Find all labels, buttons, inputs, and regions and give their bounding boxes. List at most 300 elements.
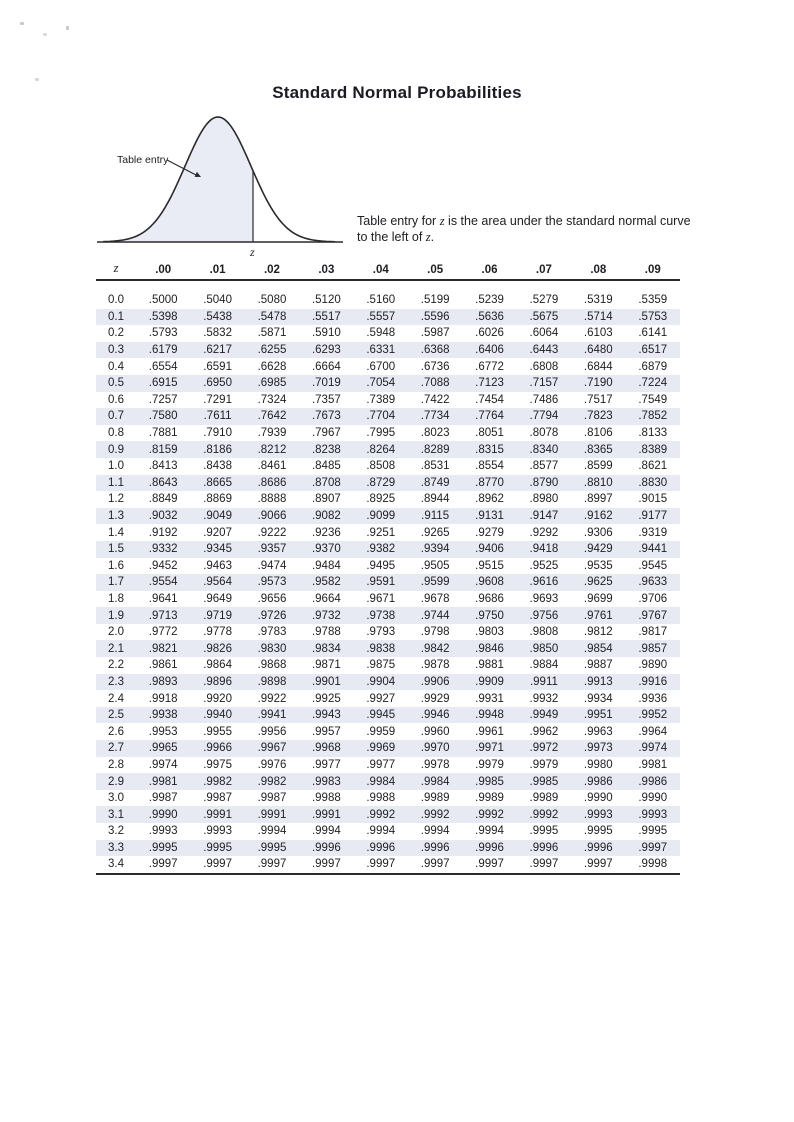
prob-cell: .7967 bbox=[311, 427, 341, 440]
prob-cell: .9962 bbox=[529, 725, 559, 738]
z-cell: 1.2 bbox=[108, 493, 124, 506]
table-row bbox=[96, 441, 680, 458]
prob-cell: .9936 bbox=[638, 692, 668, 705]
prob-cell: .8888 bbox=[257, 493, 287, 506]
column-header: .08 bbox=[571, 256, 625, 280]
prob-cell: .9981 bbox=[136, 773, 190, 790]
prob-cell: .6985 bbox=[245, 375, 299, 392]
prob-cell: .8729 bbox=[354, 475, 408, 492]
prob-cell: .9778 bbox=[203, 626, 232, 639]
prob-cell: .5478 bbox=[245, 309, 299, 326]
prob-cell: .9756 bbox=[517, 607, 571, 624]
prob-cell: .9989 bbox=[420, 792, 450, 805]
z-table-header-row bbox=[96, 256, 680, 280]
prob-cell: .9332 bbox=[136, 541, 190, 558]
table-row bbox=[96, 674, 680, 691]
prob-cell: .9463 bbox=[203, 559, 232, 572]
prob-cell: .9940 bbox=[190, 707, 244, 724]
scan-speck bbox=[35, 78, 39, 81]
prob-cell: .5793 bbox=[148, 327, 178, 340]
prob-cell: .6808 bbox=[529, 360, 559, 373]
prob-cell: .9973 bbox=[571, 740, 625, 757]
prob-cell: .9969 bbox=[354, 740, 408, 757]
scan-speck bbox=[43, 33, 47, 36]
prob-cell: .9965 bbox=[136, 740, 190, 757]
prob-cell: .8790 bbox=[517, 475, 571, 492]
z-cell: 3.3 bbox=[96, 840, 136, 857]
prob-cell: .5557 bbox=[354, 309, 408, 326]
prob-cell: .9608 bbox=[462, 574, 516, 591]
prob-cell: .6480 bbox=[571, 342, 625, 359]
prob-cell: .9996 bbox=[299, 840, 353, 857]
prob-cell: .9535 bbox=[583, 559, 613, 572]
prob-cell: .9678 bbox=[420, 592, 450, 605]
z-cell: 1.6 bbox=[108, 559, 124, 572]
column-header: .09 bbox=[626, 256, 680, 280]
prob-cell: .7190 bbox=[571, 375, 625, 392]
scan-speck bbox=[66, 26, 69, 30]
prob-cell: .7642 bbox=[245, 408, 299, 425]
prob-cell: .9857 bbox=[626, 640, 680, 657]
prob-cell: .9738 bbox=[354, 607, 408, 624]
prob-cell: .9664 bbox=[311, 592, 341, 605]
prob-cell: .9961 bbox=[475, 725, 504, 738]
prob-cell: .9842 bbox=[408, 640, 462, 657]
prob-cell: .9177 bbox=[626, 508, 680, 525]
table-row bbox=[96, 790, 680, 807]
column-header: .06 bbox=[462, 256, 516, 280]
prob-cell: .7019 bbox=[299, 375, 353, 392]
prob-cell: .8749 bbox=[408, 475, 462, 492]
prob-cell: .7611 bbox=[190, 408, 244, 425]
prob-cell: .9997 bbox=[245, 856, 299, 874]
prob-cell: .9887 bbox=[583, 659, 613, 672]
prob-cell: .9991 bbox=[299, 806, 353, 823]
prob-cell: .5160 bbox=[366, 294, 396, 307]
prob-cell: .9997 bbox=[136, 856, 190, 874]
prob-cell: .9671 bbox=[366, 592, 396, 605]
z-cell: 1.3 bbox=[96, 508, 136, 525]
prob-cell: .9370 bbox=[299, 541, 353, 558]
prob-cell: .6628 bbox=[257, 360, 287, 373]
table-row bbox=[96, 607, 680, 624]
prob-cell: .5517 bbox=[299, 309, 353, 326]
prob-cell: .5948 bbox=[366, 327, 396, 340]
prob-cell: .9979 bbox=[475, 758, 504, 771]
prob-cell: .5000 bbox=[148, 294, 178, 307]
z-cell: 1.8 bbox=[108, 592, 124, 605]
prob-cell: .9015 bbox=[638, 493, 668, 506]
prob-cell: .8849 bbox=[148, 493, 178, 506]
prob-cell: .7257 bbox=[148, 393, 178, 406]
prob-cell: .7881 bbox=[148, 427, 178, 440]
prob-cell: .8770 bbox=[462, 475, 516, 492]
prob-cell: .9990 bbox=[638, 792, 668, 805]
prob-cell: .7422 bbox=[420, 393, 450, 406]
prob-cell: .9803 bbox=[475, 626, 504, 639]
table-row bbox=[96, 757, 680, 774]
prob-cell: .8577 bbox=[529, 460, 559, 473]
prob-cell: .9922 bbox=[257, 692, 287, 705]
prob-cell: .9525 bbox=[529, 559, 559, 572]
prob-cell: .9998 bbox=[626, 856, 680, 874]
prob-cell: .9949 bbox=[517, 707, 571, 724]
prob-cell: .9854 bbox=[571, 640, 625, 657]
prob-cell: .9997 bbox=[626, 840, 680, 857]
prob-cell: .6293 bbox=[299, 342, 353, 359]
prob-cell: .9948 bbox=[462, 707, 516, 724]
table-entry-label: Table entry bbox=[117, 154, 169, 166]
prob-cell: .9976 bbox=[257, 758, 287, 771]
prob-cell: .5871 bbox=[257, 327, 287, 340]
prob-cell: .9993 bbox=[626, 806, 680, 823]
prob-cell: .7939 bbox=[257, 427, 287, 440]
prob-cell: .5040 bbox=[203, 294, 232, 307]
z-cell: 0.9 bbox=[96, 441, 136, 458]
normal-curve-figure bbox=[95, 105, 345, 260]
prob-cell: .9946 bbox=[408, 707, 462, 724]
prob-cell: .5359 bbox=[638, 294, 668, 307]
column-header: .04 bbox=[354, 256, 408, 280]
prob-cell: .9977 bbox=[311, 758, 341, 771]
z-cell: 1.4 bbox=[108, 526, 124, 539]
table-row bbox=[96, 325, 680, 342]
table-row bbox=[96, 358, 680, 375]
prob-cell: .9871 bbox=[311, 659, 341, 672]
prob-cell: .8869 bbox=[203, 493, 232, 506]
prob-cell: .9987 bbox=[148, 792, 178, 805]
z-table bbox=[96, 256, 680, 875]
prob-cell: .9406 bbox=[462, 541, 516, 558]
prob-cell: .9959 bbox=[366, 725, 396, 738]
prob-cell: .8365 bbox=[571, 441, 625, 458]
prob-cell: .9808 bbox=[529, 626, 559, 639]
prob-cell: .9934 bbox=[583, 692, 613, 705]
prob-cell: .5753 bbox=[626, 309, 680, 326]
prob-cell: .9850 bbox=[517, 640, 571, 657]
prob-cell: .9706 bbox=[638, 592, 668, 605]
z-cell: 3.0 bbox=[108, 792, 124, 805]
prob-cell: .9898 bbox=[245, 674, 299, 691]
prob-cell: .9099 bbox=[354, 508, 408, 525]
prob-cell: .9964 bbox=[638, 725, 668, 738]
z-cell: 0.0 bbox=[108, 294, 124, 307]
z-cell: 2.6 bbox=[108, 725, 124, 738]
prob-cell: .8315 bbox=[462, 441, 516, 458]
table-row bbox=[96, 475, 680, 492]
prob-cell: .9049 bbox=[190, 508, 244, 525]
prob-cell: .9251 bbox=[366, 526, 396, 539]
table-row bbox=[96, 823, 680, 840]
prob-cell: .9991 bbox=[190, 806, 244, 823]
prob-cell: .8830 bbox=[626, 475, 680, 492]
prob-cell: .9986 bbox=[626, 773, 680, 790]
table-row bbox=[96, 558, 680, 575]
prob-cell: .9988 bbox=[366, 792, 396, 805]
prob-cell: .9966 bbox=[190, 740, 244, 757]
prob-cell: .6443 bbox=[517, 342, 571, 359]
prob-cell: .9834 bbox=[299, 640, 353, 657]
prob-cell: .6368 bbox=[408, 342, 462, 359]
z-cell: 0.1 bbox=[96, 309, 136, 326]
prob-cell: .9861 bbox=[148, 659, 178, 672]
prob-cell: .9868 bbox=[257, 659, 287, 672]
table-row bbox=[96, 508, 680, 525]
prob-cell: .9941 bbox=[245, 707, 299, 724]
prob-cell: .9992 bbox=[462, 806, 516, 823]
prob-cell: .9997 bbox=[354, 856, 408, 874]
prob-cell: .8708 bbox=[299, 475, 353, 492]
prob-cell: .9881 bbox=[475, 659, 504, 672]
prob-cell: .9993 bbox=[148, 825, 178, 838]
table-row bbox=[96, 806, 680, 823]
z-cell: 2.9 bbox=[96, 773, 136, 790]
prob-cell: .8810 bbox=[571, 475, 625, 492]
prob-cell: .7123 bbox=[462, 375, 516, 392]
prob-cell: .9995 bbox=[529, 825, 559, 838]
prob-cell: .7549 bbox=[638, 393, 668, 406]
prob-cell: .5398 bbox=[136, 309, 190, 326]
prob-cell: .9977 bbox=[366, 758, 396, 771]
prob-cell: .9893 bbox=[136, 674, 190, 691]
prob-cell: .9994 bbox=[311, 825, 341, 838]
z-cell: 3.1 bbox=[96, 806, 136, 823]
z-cell: 0.4 bbox=[108, 360, 124, 373]
page-title: Standard Normal Probabilities bbox=[272, 83, 522, 102]
prob-cell: .9993 bbox=[571, 806, 625, 823]
prob-cell: .9394 bbox=[408, 541, 462, 558]
prob-cell: .9997 bbox=[462, 856, 516, 874]
prob-cell: .9986 bbox=[571, 773, 625, 790]
prob-cell: .9545 bbox=[638, 559, 668, 572]
prob-cell: .9916 bbox=[626, 674, 680, 691]
prob-cell: .9981 bbox=[638, 758, 668, 771]
caption-text: to the left of bbox=[357, 229, 426, 244]
prob-cell: .5239 bbox=[475, 294, 504, 307]
prob-cell: .9744 bbox=[408, 607, 462, 624]
prob-cell: .9992 bbox=[354, 806, 408, 823]
prob-cell: .8531 bbox=[420, 460, 450, 473]
prob-cell: .9082 bbox=[299, 508, 353, 525]
prob-cell: .9573 bbox=[245, 574, 299, 591]
table-row bbox=[96, 723, 680, 740]
z-cell: 2.3 bbox=[96, 674, 136, 691]
prob-cell: .9974 bbox=[626, 740, 680, 757]
prob-cell: .6664 bbox=[311, 360, 341, 373]
prob-cell: .9719 bbox=[190, 607, 244, 624]
prob-cell: .9972 bbox=[517, 740, 571, 757]
prob-cell: .9996 bbox=[354, 840, 408, 857]
z-cell: 2.2 bbox=[108, 659, 124, 672]
prob-cell: .9989 bbox=[475, 792, 504, 805]
prob-cell: .9931 bbox=[475, 692, 504, 705]
prob-cell: .9713 bbox=[136, 607, 190, 624]
prob-cell: .9826 bbox=[190, 640, 244, 657]
prob-cell: .7823 bbox=[571, 408, 625, 425]
prob-cell: .8980 bbox=[529, 493, 559, 506]
prob-cell: .9222 bbox=[257, 526, 287, 539]
prob-cell: .6591 bbox=[203, 360, 232, 373]
prob-cell: .9975 bbox=[203, 758, 232, 771]
prob-cell: .8186 bbox=[190, 441, 244, 458]
prob-cell: .9995 bbox=[638, 825, 668, 838]
prob-cell: .8023 bbox=[420, 427, 450, 440]
prob-cell: .9970 bbox=[408, 740, 462, 757]
prob-cell: .9987 bbox=[203, 792, 232, 805]
prob-cell: .9066 bbox=[245, 508, 299, 525]
prob-cell: .9997 bbox=[190, 856, 244, 874]
column-header: .01 bbox=[190, 256, 244, 280]
prob-cell: .8485 bbox=[311, 460, 341, 473]
z-cell: 0.8 bbox=[108, 427, 124, 440]
prob-cell: .5438 bbox=[190, 309, 244, 326]
prob-cell: .9925 bbox=[311, 692, 341, 705]
prob-cell: .9906 bbox=[408, 674, 462, 691]
prob-cell: .6331 bbox=[354, 342, 408, 359]
prob-cell: .9955 bbox=[203, 725, 232, 738]
prob-cell: .9641 bbox=[148, 592, 178, 605]
prob-cell: .9693 bbox=[529, 592, 559, 605]
prob-cell: .9484 bbox=[311, 559, 341, 572]
table-row bbox=[96, 740, 680, 757]
prob-cell: .8212 bbox=[245, 441, 299, 458]
prob-cell: .8238 bbox=[299, 441, 353, 458]
prob-cell: .9599 bbox=[408, 574, 462, 591]
caption-text: is the area under the standard normal curve bbox=[444, 214, 691, 228]
prob-cell: .7852 bbox=[626, 408, 680, 425]
prob-cell: .9793 bbox=[366, 626, 396, 639]
prob-cell: .6700 bbox=[366, 360, 396, 373]
prob-cell: .9505 bbox=[420, 559, 450, 572]
prob-cell: .9993 bbox=[203, 825, 232, 838]
prob-cell: .9429 bbox=[571, 541, 625, 558]
prob-cell: .9798 bbox=[420, 626, 450, 639]
z-cell: 3.2 bbox=[108, 825, 124, 838]
z-cell: 2.0 bbox=[108, 626, 124, 639]
prob-cell: .9452 bbox=[148, 559, 178, 572]
prob-cell: .8621 bbox=[638, 460, 668, 473]
prob-cell: .8962 bbox=[475, 493, 504, 506]
prob-cell: .7157 bbox=[517, 375, 571, 392]
table-row bbox=[96, 640, 680, 657]
prob-cell: .9995 bbox=[245, 840, 299, 857]
z-axis-label: z bbox=[250, 245, 255, 259]
prob-cell: .9207 bbox=[203, 526, 232, 539]
prob-cell: .9938 bbox=[136, 707, 190, 724]
column-header: .03 bbox=[299, 256, 353, 280]
prob-cell: .9920 bbox=[203, 692, 232, 705]
prob-cell: .6772 bbox=[475, 360, 504, 373]
prob-cell: .7704 bbox=[354, 408, 408, 425]
prob-cell: .7088 bbox=[408, 375, 462, 392]
table-row bbox=[96, 574, 680, 591]
prob-cell: .7486 bbox=[529, 393, 559, 406]
caption-z-symbol: z bbox=[425, 229, 431, 244]
prob-cell: .7357 bbox=[311, 393, 341, 406]
table-row bbox=[96, 840, 680, 857]
prob-cell: .9994 bbox=[475, 825, 504, 838]
prob-cell: .6915 bbox=[136, 375, 190, 392]
prob-cell: .9192 bbox=[148, 526, 178, 539]
prob-cell: .8508 bbox=[366, 460, 396, 473]
prob-cell: .9319 bbox=[638, 526, 668, 539]
prob-cell: .6064 bbox=[529, 327, 559, 340]
prob-cell: .5675 bbox=[517, 309, 571, 326]
table-row bbox=[96, 375, 680, 392]
prob-cell: .9279 bbox=[475, 526, 504, 539]
prob-cell: .9984 bbox=[408, 773, 462, 790]
caption-z-symbol: z bbox=[439, 214, 445, 228]
prob-cell: .9996 bbox=[571, 840, 625, 857]
prob-cell: .9582 bbox=[299, 574, 353, 591]
prob-cell: .6179 bbox=[136, 342, 190, 359]
prob-cell: .9996 bbox=[462, 840, 516, 857]
prob-cell: .9945 bbox=[354, 707, 408, 724]
prob-cell: .7995 bbox=[366, 427, 396, 440]
prob-cell: .9616 bbox=[517, 574, 571, 591]
prob-cell: .9989 bbox=[529, 792, 559, 805]
prob-cell: .7794 bbox=[517, 408, 571, 425]
prob-cell: .5636 bbox=[462, 309, 516, 326]
table-row bbox=[96, 491, 680, 508]
prob-cell: .9418 bbox=[517, 541, 571, 558]
prob-cell: .8264 bbox=[354, 441, 408, 458]
prob-cell: .9591 bbox=[354, 574, 408, 591]
z-cell: 2.1 bbox=[96, 640, 136, 657]
prob-cell: .8665 bbox=[190, 475, 244, 492]
prob-cell: .6026 bbox=[475, 327, 504, 340]
z-cell: 0.5 bbox=[96, 375, 136, 392]
prob-cell: .8461 bbox=[257, 460, 287, 473]
prob-cell: .9911 bbox=[517, 674, 571, 691]
z-cell: 1.5 bbox=[96, 541, 136, 558]
prob-cell: .9131 bbox=[462, 508, 516, 525]
prob-cell: .9726 bbox=[245, 607, 299, 624]
prob-cell: .9979 bbox=[529, 758, 559, 771]
prob-cell: .9995 bbox=[190, 840, 244, 857]
table-row bbox=[96, 458, 680, 475]
normal-curve-svg bbox=[95, 105, 345, 260]
prob-cell: .7910 bbox=[203, 427, 232, 440]
prob-cell: .9625 bbox=[571, 574, 625, 591]
column-header: .00 bbox=[136, 256, 190, 280]
prob-cell: .7291 bbox=[203, 393, 232, 406]
prob-cell: .9927 bbox=[366, 692, 396, 705]
prob-cell: .9767 bbox=[626, 607, 680, 624]
prob-cell: .8133 bbox=[638, 427, 668, 440]
prob-cell: .6844 bbox=[583, 360, 613, 373]
prob-cell: .6406 bbox=[462, 342, 516, 359]
prob-cell: .5596 bbox=[408, 309, 462, 326]
prob-cell: .9554 bbox=[136, 574, 190, 591]
prob-cell: .8078 bbox=[529, 427, 559, 440]
prob-cell: .9821 bbox=[136, 640, 190, 657]
prob-cell: .9994 bbox=[420, 825, 450, 838]
prob-cell: .7389 bbox=[366, 393, 396, 406]
prob-cell: .9980 bbox=[583, 758, 613, 771]
prob-cell: .9957 bbox=[311, 725, 341, 738]
prob-cell: .9995 bbox=[136, 840, 190, 857]
prob-cell: .9996 bbox=[517, 840, 571, 857]
prob-cell: .5319 bbox=[583, 294, 613, 307]
prob-cell: .7673 bbox=[299, 408, 353, 425]
caption-text: Table entry for bbox=[357, 214, 440, 228]
prob-cell: .9971 bbox=[462, 740, 516, 757]
prob-cell: .9838 bbox=[354, 640, 408, 657]
prob-cell: .9846 bbox=[462, 640, 516, 657]
prob-cell: .9997 bbox=[517, 856, 571, 874]
prob-cell: .9357 bbox=[245, 541, 299, 558]
